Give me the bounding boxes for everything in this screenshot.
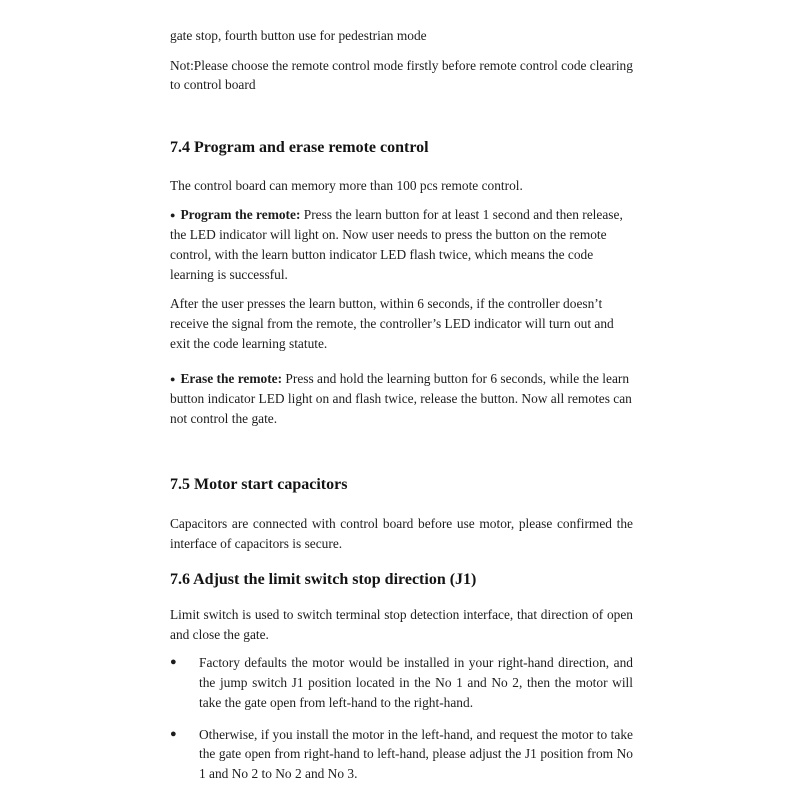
list-item xyxy=(170,653,633,712)
section-heading-7-6: 7.6 Adjust the limit switch stop direction (J1) xyxy=(170,571,477,589)
paragraph-limit-switch: Limit switch is used to switch terminal stop detection interface, that direction of open and close the gate. xyxy=(170,607,633,642)
erase-remote-text: Press and hold the learning button for 6 seconds, while the learn button indicator LED light on and flash twice, release the button. Now all remotes can not control the gate. xyxy=(170,371,632,426)
intro-line: gate stop, fourth button use for pedestrian mode xyxy=(170,28,427,43)
bullet-icon: ● xyxy=(170,373,176,384)
list-item-text: Otherwise, if you install the motor in the left-hand, and request the motor to take the gate open from right-hand to left-hand, please adjust the J1 position from No 1 and No 2 to No 2 and No 3. xyxy=(199,726,633,781)
bullet-paragraph-program xyxy=(170,205,633,284)
note-paragraph: Not:Please choose the remote control mode firstly before remote control code clearing to control board xyxy=(170,57,633,93)
direction-bullet-list xyxy=(170,653,633,783)
section-heading-7-4: 7.4 Program and erase remote control xyxy=(170,139,429,157)
page-content xyxy=(170,24,633,784)
section-heading-7-5: 7.5 Motor start capacitors xyxy=(170,476,348,494)
erase-remote-label: Erase the remote: xyxy=(180,371,283,387)
bullet-icon: ● xyxy=(170,209,176,220)
list-item-text: Factory defaults the motor would be installed in your right-hand direction, and the jump switch J1 position located in the No 1 and No 2, then the motor will take the gate open from left-hand to the right-hand. xyxy=(199,655,633,710)
list-item xyxy=(170,725,633,784)
program-remote-label: Program the remote: xyxy=(180,207,301,223)
paragraph-capacitors: Capacitors are connected with control board before use motor, please confirmed the interface of capacitors is secure. xyxy=(170,516,633,551)
bullet-paragraph-erase xyxy=(170,369,633,428)
paragraph-after-press: After the user presses the learn button, within 6 seconds, if the controller doesn’t receive the signal from the remote, the controller’s LED indicator will turn out and exit the code learning statute. xyxy=(170,296,614,351)
program-remote-text: Press the learn button for at least 1 second and then release, the LED indicator will light on. Now user needs to press the button on the remote control, with the learn button indicator LED flash twice, which means the code learning is successful. xyxy=(170,207,623,282)
bullet-icon: ● xyxy=(170,727,177,740)
bullet-icon: ● xyxy=(170,656,177,669)
paragraph-memory: The control board can memory more than 100 pcs remote control. xyxy=(170,177,523,193)
